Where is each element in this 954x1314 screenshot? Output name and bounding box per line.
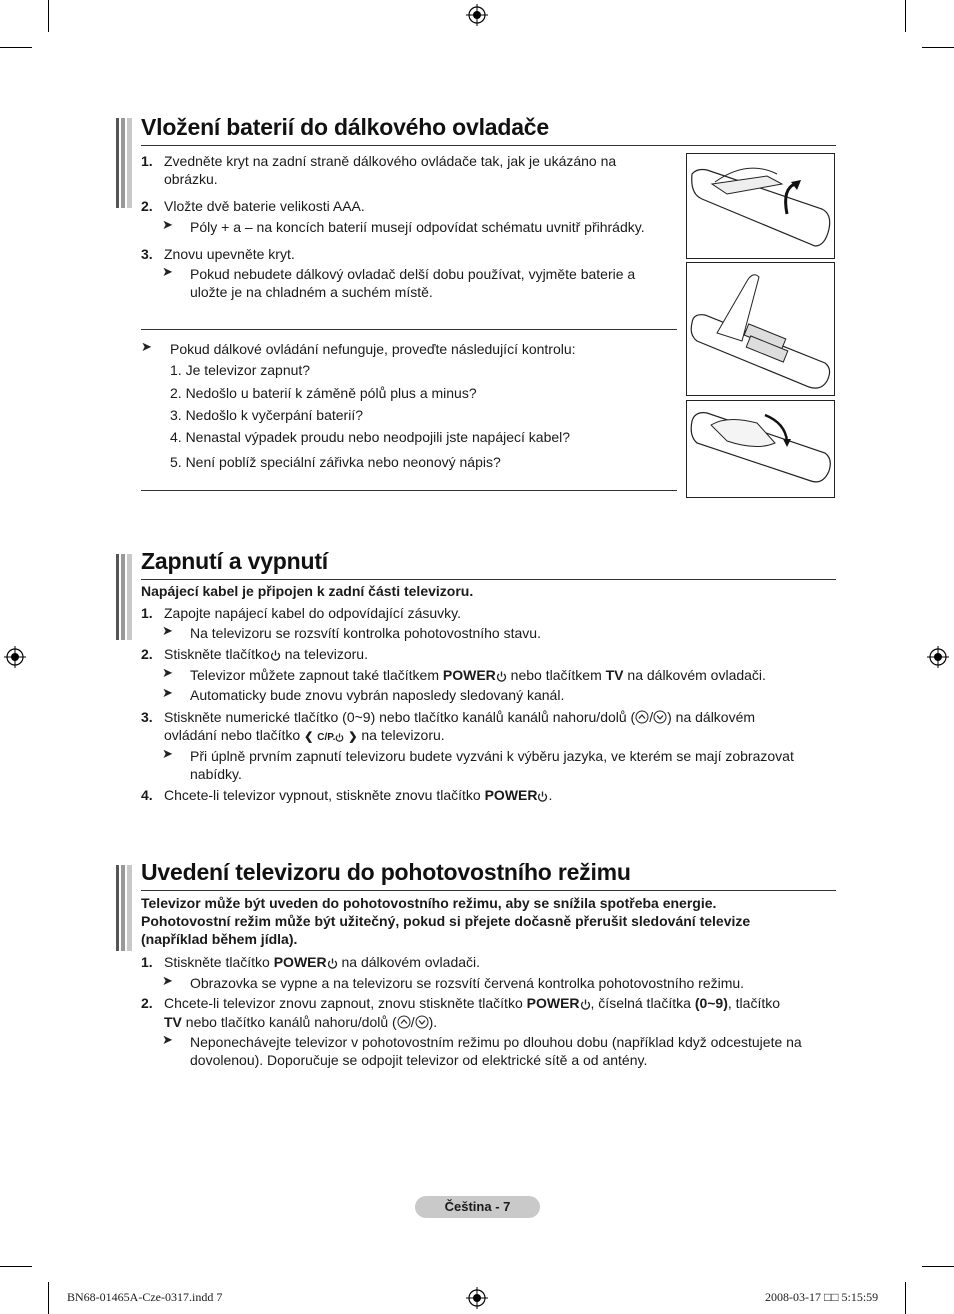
step-number: 1.: [141, 153, 153, 169]
step-text-part: .: [548, 787, 553, 803]
step-text: Stiskněte numerické tlačítko (0~9) nebo tlačítko kanálů kanálů nahoru/dolů ( / ) na dálkovém: [164, 709, 756, 725]
footer-file-name: BN68-01465A-Cze-0317.indd 7: [67, 1290, 223, 1304]
step-text-part: Stiskněte tlačítko: [164, 646, 270, 662]
note-text: Neponechávejte televizor v pohotovostním režimu po dlouhou dobu (například když odcestujete na: [190, 1034, 802, 1050]
step-text: Zvedněte kryt na zadní straně dálkového ovládače tak, jak je ukázáno na: [164, 153, 617, 169]
step-number: 2.: [141, 198, 153, 214]
title-rule: [141, 890, 836, 891]
note-arrow-icon: ➤: [141, 339, 152, 354]
step-text: TV nebo tlačítko kanálů nahoru/dolů ( / ).: [164, 1014, 438, 1030]
page-number-badge: Čeština - 7: [415, 1196, 540, 1218]
note-arrow-icon: ➤: [162, 264, 173, 279]
channel-up-icon: [397, 1015, 411, 1029]
step-number: 3.: [141, 246, 153, 262]
power-icon: [335, 733, 344, 742]
step-text: [164, 645, 368, 664]
step-text-part: , tlačítko: [727, 995, 781, 1011]
step-text: Znovu upevněte kryt.: [164, 246, 295, 262]
power-label: POWER: [273, 954, 327, 970]
step-text-part: Chcete-li televizor vypnout, stiskněte znovu tlačítko: [164, 787, 485, 803]
note-arrow-icon: ➤: [162, 1032, 173, 1047]
note-text: Při úplně prvním zapnutí televizoru budete vyzváni k výběru jazyka, ve kterém se mají zobrazovat: [190, 748, 794, 764]
remote-battery-insert-image: [686, 262, 835, 396]
step-text: Vložte dvě baterie velikosti AAA.: [164, 198, 365, 214]
crop-mark: [905, 0, 906, 32]
power-label: POWER: [484, 787, 538, 803]
box-rule: [141, 490, 677, 491]
crop-mark: [0, 47, 32, 48]
note-arrow-icon: ➤: [162, 623, 173, 638]
step-number: 2.: [141, 995, 153, 1011]
note-arrow-icon: ➤: [162, 217, 173, 232]
cp-label: C/P.: [317, 732, 336, 743]
crop-mark: [922, 1266, 954, 1267]
power-label: POWER: [442, 667, 496, 683]
channel-down-icon: [653, 710, 667, 724]
section-bar: [116, 865, 132, 951]
section-title: Vložení baterií do dálkového ovladače: [141, 114, 549, 140]
crop-mark: [48, 1282, 49, 1314]
registration-mark-icon: [466, 4, 488, 26]
note-arrow-icon: ➤: [162, 973, 173, 988]
step-text: obrázku.: [164, 171, 218, 187]
step-text-part: nebo tlačítko kanálů nahoru/dolů (: [181, 1014, 397, 1030]
title-rule: [141, 579, 836, 580]
check-item: 2. Nedošlo u baterií k záměně pólů plus a minus?: [170, 385, 477, 401]
crop-mark: [0, 1266, 32, 1267]
power-label: POWER: [526, 995, 580, 1011]
section-bar: [116, 554, 132, 640]
section-intro: Napájecí kabel je připojen k zadní části televizoru.: [141, 583, 474, 599]
note-arrow-icon: ➤: [162, 685, 173, 700]
step-text: [164, 953, 480, 972]
note-text: [190, 666, 766, 685]
power-icon: [580, 999, 591, 1010]
section-bar: [116, 118, 132, 208]
crop-mark: [905, 1282, 906, 1314]
step-text-part: na televizoru.: [357, 727, 445, 743]
step-text-part: Chcete-li televizor znovu zapnout, znovu stiskněte tlačítko: [164, 995, 527, 1011]
registration-mark-icon: [466, 1287, 488, 1309]
step-text: Zapojte napájecí kabel do odpovídající zásuvky.: [164, 605, 462, 621]
step-text-part: Stiskněte tlačítko: [164, 954, 274, 970]
digits-label: (0~9): [694, 995, 728, 1011]
step-text-part: ) na dálkovém: [667, 709, 756, 725]
note-text-part: Televizor můžete zapnout také tlačítkem: [190, 667, 443, 683]
step-number: 2.: [141, 646, 153, 662]
step-text: ovládání nebo tlačítko ❮ C/P. ❯ na televizoru.: [164, 727, 445, 743]
note-text: Obrazovka se vypne a na televizoru se rozsvítí červená kontrolka pohotovostního režimu.: [190, 975, 745, 991]
step-number: 3.: [141, 709, 153, 725]
box-rule: [141, 329, 677, 330]
step-text-part: Stiskněte numerické tlačítko (0~9) nebo tlačítko kanálů kanálů nahoru/dolů (: [164, 709, 636, 725]
section-title: Zapnutí a vypnutí: [141, 548, 328, 574]
title-rule: [141, 145, 836, 146]
note-text: Na televizoru se rozsvítí kontrolka pohotovostního stavu.: [190, 625, 541, 641]
check-intro: Pokud dálkové ovládání nefunguje, proveďte následující kontrolu:: [170, 341, 576, 357]
note-text: Pokud nebudete dálkový ovladač delší dobu používat, vyjměte baterie a: [190, 266, 636, 282]
note-arrow-icon: ➤: [162, 746, 173, 761]
note-text: dovolenou). Doporučuje se odpojit televizor od elektrické sítě a od antény.: [190, 1052, 648, 1068]
section-title: Uvedení televizoru do pohotovostního režimu: [141, 859, 631, 885]
channel-down-icon: [415, 1015, 429, 1029]
step-text-part: ovládání nebo tlačítko: [164, 727, 301, 743]
section-power: [116, 546, 836, 816]
step-number: 4.: [141, 787, 153, 803]
check-item: 1. Je televizor zapnut?: [170, 362, 311, 378]
check-item: 5. Není poblíž speciální zářivka nebo neonový nápis?: [170, 454, 501, 470]
check-item: 3. Nedošlo k vyčerpání baterií?: [170, 407, 363, 423]
section-standby: [116, 857, 836, 1077]
power-icon: [496, 671, 507, 682]
step-text-part: na dálkovém ovladači.: [337, 954, 481, 970]
crop-mark: [48, 0, 49, 32]
section-intro: Pohotovostní režim může být užitečný, pokud si přejete dočasně přerušit sledování televize: [141, 913, 751, 929]
footer-timestamp: 2008-03-17 □□ 5:15:59: [765, 1290, 879, 1304]
note-text: Póly + a – na koncích baterií musejí odpovídat schématu uvnitř přihrádky.: [190, 219, 645, 235]
note-text: uložte je na chladném a suchém místě.: [190, 284, 433, 300]
step-number: 1.: [141, 954, 153, 970]
note-arrow-icon: ➤: [162, 665, 173, 680]
note-text: Automaticky bude znovu vybrán naposledy sledovaný kanál.: [190, 687, 565, 703]
tv-label: TV: [164, 1014, 182, 1030]
remote-cover-open-image: [686, 153, 835, 259]
power-icon: [327, 958, 338, 969]
section-intro: Televizor může být uveden do pohotovostního režimu, aby se snížila spotřeba energie.: [141, 895, 717, 911]
tv-label: TV: [605, 667, 624, 683]
step-number: 1.: [141, 605, 153, 621]
channel-up-icon: [635, 710, 649, 724]
section-intro: (například během jídla).: [141, 931, 298, 947]
registration-mark-icon: [4, 646, 26, 668]
remote-cover-close-image: [686, 400, 835, 498]
step-text: [164, 786, 552, 805]
check-item: 4. Nenastal výpadek proudu nebo neodpojili jste napájecí kabel?: [170, 429, 571, 445]
registration-mark-icon: [927, 646, 949, 668]
power-icon: [270, 650, 281, 661]
note-text-part: na dálkovém ovladači.: [623, 667, 766, 683]
note-text: nabídky.: [190, 766, 242, 782]
crop-mark: [922, 47, 954, 48]
step-text-part: ).: [428, 1014, 438, 1030]
power-icon: [537, 791, 548, 802]
step-text-part: , číselná tlačítka: [590, 995, 695, 1011]
note-text-part: nebo tlačítkem: [506, 667, 606, 683]
step-text-part: na televizoru.: [280, 646, 368, 662]
step-text: [164, 994, 780, 1013]
